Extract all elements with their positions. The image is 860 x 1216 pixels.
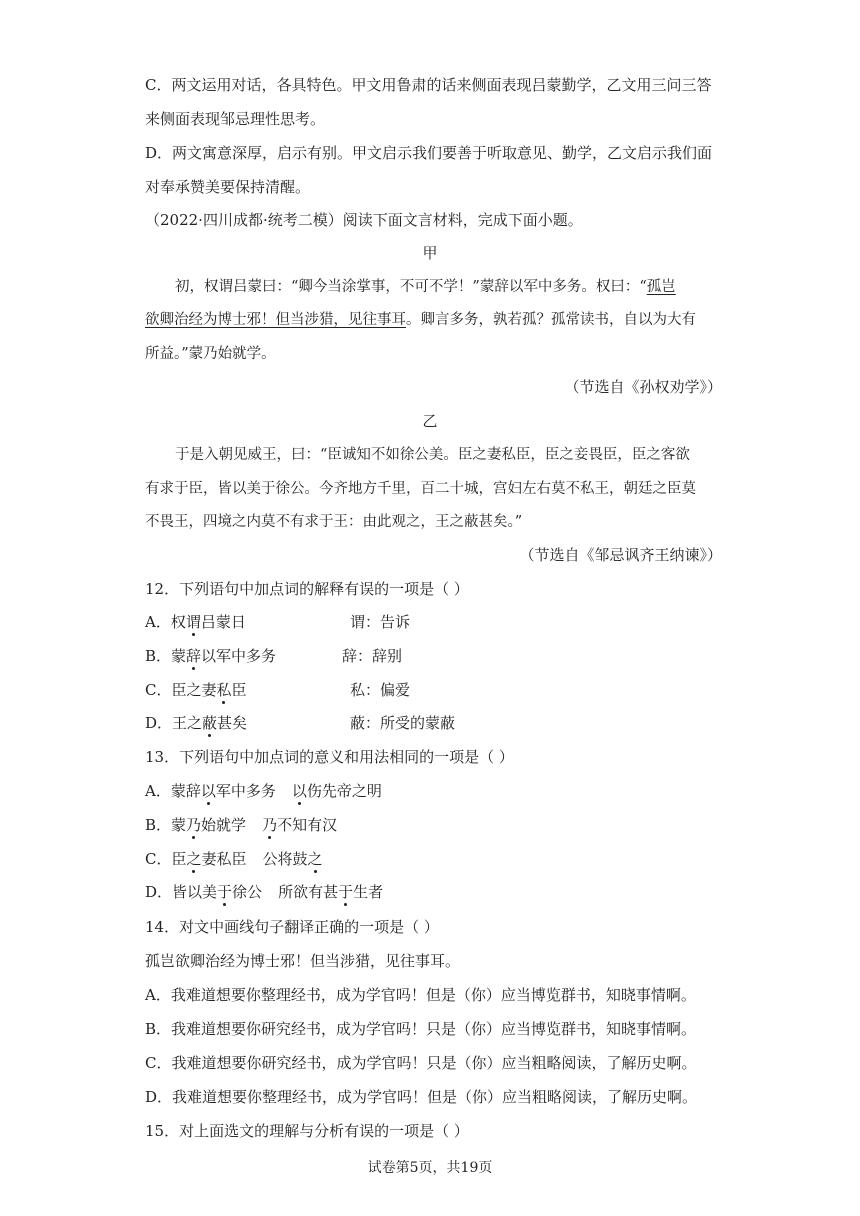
q14-option-c[interactable]: C．我难道想要你研究经书，成为学官吗！只是（你）应当粗略阅读，了解历史啊。	[145, 1054, 697, 1072]
option-text: 妻私臣	[201, 850, 247, 868]
passage-b-heading: 乙	[422, 412, 438, 430]
q13-option-b[interactable]	[145, 815, 337, 835]
dotted-word: 于	[338, 883, 354, 901]
q13-option-c[interactable]	[145, 849, 323, 869]
dotted-word: 之	[307, 850, 323, 868]
passage-b-source: （节选自《邹忌讽齐王纳谏》）	[519, 546, 722, 564]
q13-option-d[interactable]	[145, 882, 383, 902]
reading-intro: （2022·四川成都·统考二模）阅读下面文言材料，完成下面小题。	[145, 211, 583, 229]
option-text: D．王之	[145, 714, 203, 732]
dotted-word: 以	[291, 782, 307, 800]
passage-a-line-1	[175, 277, 676, 297]
option-text: 公将鼓	[262, 850, 308, 868]
option-text: 所欲有甚	[278, 883, 339, 901]
question-13-stem: 13．下列语句中加点词的意义和用法相同的一项是（ ）	[145, 748, 514, 766]
q13-option-a[interactable]	[145, 781, 382, 801]
option-text: 伤先帝之明	[306, 782, 382, 800]
dotted-word: 私	[216, 681, 232, 699]
option-c-line-1: C．两文运用对话，各具特色。甲文用鲁肃的话来侧面表现吕蒙勤学，乙文用三问三答	[145, 76, 712, 94]
underlined-sentence-start: 孤岂	[646, 279, 676, 295]
option-gloss: 私：偏爱	[350, 681, 411, 699]
option-text: A．蒙辞	[145, 782, 201, 800]
q12-option-d[interactable]	[145, 713, 645, 733]
passage-b-line-3: 不畏王，四境之内莫不有求于王：由此观之，王之蔽甚矣。”	[145, 514, 523, 530]
passage-b-line-1: 于是入朝见威王，曰：“臣诚知不如徐公美。臣之妻私臣，臣之妾畏臣，臣之客欲	[175, 447, 690, 463]
question-14-stem: 14．对文中画线句子翻译正确的一项是（ ）	[145, 918, 439, 936]
dotted-word: 蔽	[202, 714, 218, 732]
passage-a-source: （节选自《孙权劝学》）	[564, 378, 722, 396]
dotted-word: 辞	[186, 647, 202, 665]
dotted-word: 以	[200, 782, 216, 800]
option-gloss: 辞：辞别	[342, 647, 403, 665]
option-text: 徐公	[232, 883, 263, 901]
option-text: 不知有汉	[277, 816, 338, 834]
option-text: 军中多务	[215, 782, 276, 800]
page-footer: 试卷第5页，共19页	[367, 1160, 493, 1176]
dotted-word: 于	[217, 883, 233, 901]
option-text: B．蒙	[145, 816, 187, 834]
question-15-stem: 15．对上面选文的理解与分析有误的一项是（ ）	[145, 1122, 469, 1140]
option-d-line-2: 对奉承赞美要保持清醒。	[145, 178, 311, 196]
option-text: A．权	[145, 613, 186, 631]
option-text: C．臣之妻	[145, 681, 217, 699]
q12-option-c[interactable]	[145, 680, 645, 700]
option-text: 以军中多务	[201, 647, 277, 665]
dotted-word: 谓	[185, 613, 201, 631]
option-text: 始就学	[201, 816, 247, 834]
passage-a-line-1-text: 初，权谓吕蒙曰：“卿今当涂掌事，不可不学！”蒙辞以军中多务。权曰：“	[175, 279, 647, 295]
question-12-stem: 12．下列语句中加点词的解释有误的一项是（ ）	[145, 580, 469, 598]
passage-a-line-2	[145, 310, 696, 330]
passage-a-line-2-text: 。卿言多务，孰若孤？孤常读书，自以为大有	[406, 312, 696, 328]
dotted-word: 之	[186, 850, 202, 868]
option-text: 臣	[231, 681, 247, 699]
option-text: C．臣	[145, 850, 187, 868]
q12-option-a[interactable]	[145, 612, 645, 632]
dotted-word: 乃	[186, 816, 202, 834]
option-c-line-2: 来侧面表现邹忌理性思考。	[145, 110, 326, 128]
option-text: 甚矣	[217, 714, 248, 732]
option-d-line-1: D．两文寓意深厚，启示有别。甲文启示我们要善于听取意见、勤学，乙文启示我们面	[145, 144, 713, 162]
passage-b-line-2: 有求于臣，皆以美于徐公。今齐地方千里，百二十城，宫妇左右莫不私王，朝廷之臣莫	[145, 481, 696, 497]
passage-a-heading: 甲	[422, 244, 438, 262]
dotted-word: 乃	[262, 816, 278, 834]
q12-option-b[interactable]	[145, 646, 645, 666]
option-text: B．蒙	[145, 647, 187, 665]
option-gloss: 蔽：所受的蒙蔽	[350, 714, 456, 732]
q14-option-b[interactable]: B．我难道想要你研究经书，成为学官吗！只是（你）应当博览群书，知晓事情啊。	[145, 1020, 697, 1038]
option-gloss: 谓：告诉	[350, 613, 411, 631]
option-text: 吕蒙日	[200, 613, 246, 631]
q14-option-a[interactable]: A．我难道想要你整理经书，成为学官吗！但是（你）应当博览群书，知晓事情啊。	[145, 986, 696, 1004]
option-text: 生者	[353, 883, 384, 901]
q14-sentence: 孤岂欲卿治经为博士邪！但当涉猎，见往事耳。	[145, 952, 461, 970]
option-text: D．皆以美	[145, 883, 218, 901]
underlined-sentence-end: 欲卿治经为博士邪！但当涉猎，见往事耳	[145, 312, 406, 328]
passage-a-line-3: 所益。”蒙乃始就学。	[145, 346, 276, 362]
q14-option-d[interactable]: D．我难道想要你整理经书，成为学官吗！但是（你）应当粗略阅读，了解历史啊。	[145, 1088, 698, 1106]
